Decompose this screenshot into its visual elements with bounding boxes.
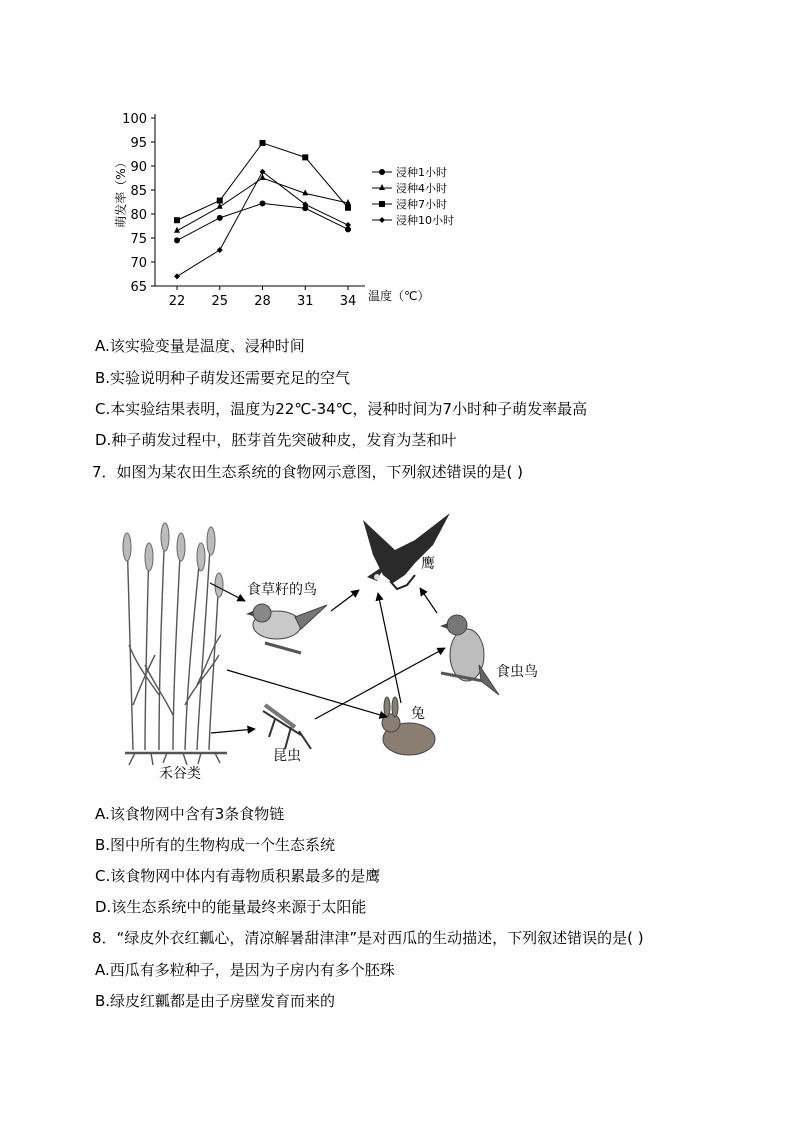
q7-option-a: A.该食物网中含有3条食物链 — [95, 805, 285, 823]
q6-option-c: C.本实验结果表明，温度为22℃-34℃，浸种时间为7小时种子萌发率最高 — [95, 400, 588, 418]
chart-legend — [372, 165, 454, 227]
chart-series — [174, 140, 351, 279]
series-3 — [174, 140, 351, 223]
label-seed-eating-bird: 食草籽的鸟 — [247, 582, 317, 598]
legend-label: 浸种10小时 — [396, 214, 454, 227]
y-tick-label: 100 — [122, 112, 147, 127]
grain-plants-illustration — [125, 525, 227, 765]
food-web-diagram — [115, 505, 555, 790]
germination-line-chart — [100, 100, 470, 310]
series-line — [177, 203, 348, 240]
y-tick-label: 85 — [130, 184, 147, 199]
y-tick-label: 80 — [130, 208, 147, 223]
data-point — [379, 201, 385, 207]
series-4 — [174, 169, 351, 280]
series-line — [177, 172, 348, 277]
insect-illustration — [263, 705, 311, 749]
x-tick-label: 22 — [168, 294, 186, 309]
data-point — [174, 273, 180, 279]
x-tick-label: 31 — [296, 294, 314, 309]
seed-eating-bird-illustration — [246, 604, 327, 653]
series-1 — [174, 200, 351, 243]
q6-option-a: A.该实验变量是温度、浸种时间 — [95, 337, 305, 355]
legend-label: 浸种7小时 — [396, 198, 447, 211]
q7-option-b: B.图中所有的生物构成一个生态系统 — [95, 836, 336, 854]
q6-option-d: D.种子萌发过程中，胚芽首先突破种皮，发育为茎和叶 — [95, 431, 457, 449]
label-hawk: 鹰 — [421, 556, 435, 572]
data-point — [217, 198, 223, 204]
q7-option-d: D.该生态系统中的能量最终来源于太阳能 — [95, 898, 367, 916]
y-tick-label: 65 — [130, 280, 147, 295]
data-point — [217, 215, 223, 221]
data-point — [174, 217, 180, 223]
data-point — [379, 169, 385, 175]
data-point — [379, 217, 385, 223]
hawk-illustration — [363, 513, 450, 589]
y-tick-label: 90 — [130, 160, 147, 175]
y-tick-label: 70 — [130, 256, 147, 271]
label-grain: 禾谷类 — [159, 766, 201, 782]
data-point — [345, 222, 351, 228]
rabbit-illustration — [382, 697, 435, 755]
legend-label: 浸种1小时 — [396, 166, 447, 179]
q7-option-c: C.该食物网中体内有毒物质积累最多的是鹰 — [95, 867, 381, 885]
chart-axes — [113, 112, 429, 309]
legend-label: 浸种4小时 — [396, 182, 447, 195]
food-web-arrows — [210, 583, 445, 733]
x-axis-title: 温度（℃） — [368, 289, 430, 303]
y-tick-label: 95 — [130, 136, 147, 151]
q7-stem: 7．如图为某农田生态系统的食物网示意图，下列叙述错误的是( ) — [92, 463, 524, 481]
y-tick-label: 75 — [130, 232, 147, 247]
label-insect-eating-bird: 食虫鸟 — [496, 664, 538, 680]
data-point — [217, 247, 223, 253]
data-point — [345, 199, 351, 205]
x-tick-label: 34 — [339, 294, 357, 309]
q6-option-b: B.实验说明种子萌发还需要充足的空气 — [95, 369, 351, 387]
insect-eating-bird-illustration — [440, 615, 499, 695]
x-tick-label: 28 — [254, 294, 271, 309]
series-line — [177, 143, 348, 220]
q8-stem: 8．“绿皮外衣红瓤心，清凉解暑甜津津”是对西瓜的生动描述，下列叙述错误的是( ) — [92, 929, 644, 947]
x-tick-label: 25 — [211, 294, 229, 309]
q8-option-b: B.绿皮红瓤都是由子房壁发育而来的 — [95, 992, 336, 1010]
label-rabbit: 兔 — [411, 706, 425, 722]
y-axis-title: 萌发率（%） — [114, 156, 128, 228]
data-point — [260, 200, 266, 206]
data-point — [345, 205, 351, 211]
data-point — [379, 184, 385, 190]
data-point — [260, 140, 266, 146]
data-point — [174, 237, 180, 243]
data-point — [302, 154, 308, 160]
label-insect: 昆虫 — [273, 748, 301, 764]
q8-option-a: A.西瓜有多粒种子，是因为子房内有多个胚珠 — [95, 961, 395, 979]
